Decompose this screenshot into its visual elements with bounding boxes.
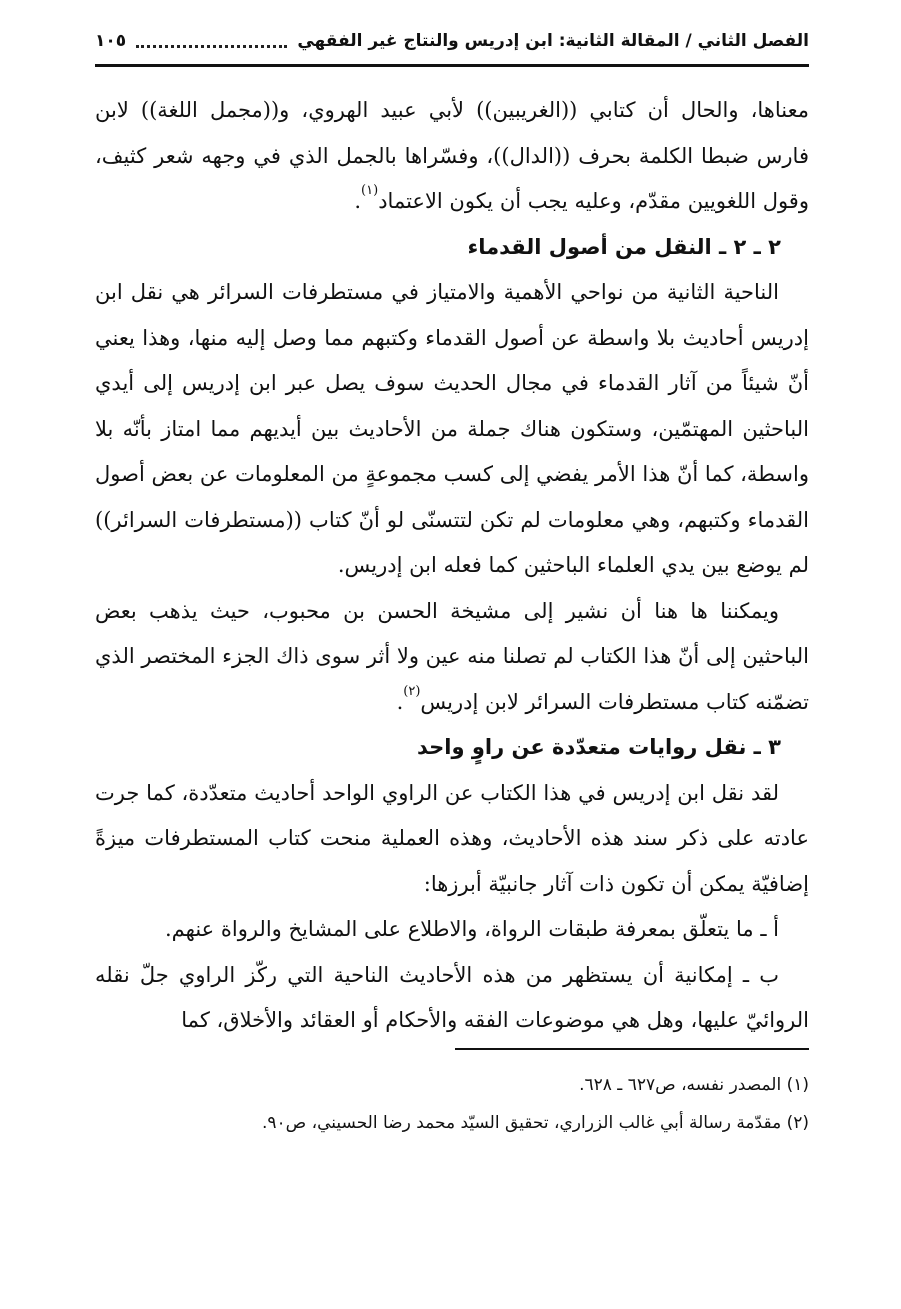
main-text xyxy=(95,88,809,1044)
section-heading: ٢ ـ ٢ ـ النقل من أصول القدماء xyxy=(467,234,781,259)
header-rule xyxy=(95,64,809,67)
footnotes xyxy=(95,1066,809,1142)
footnote: (١) المصدر نفسه، ص٦٢٧ ـ ٦٢٨. xyxy=(579,1075,809,1095)
footnote: (٢) مقدّمة رسالة أبي غالب الزراري، تحقيق السيّد محمد رضا الحسيني، ص٩٠. xyxy=(262,1113,809,1133)
header-title: الفصل الثاني / المقالة الثانية: ابن إدريس والنتاج غير الفقهي xyxy=(297,31,809,51)
paragraph: معناها، والحال أن كتابي ((الغريبين)) لأبي عبيد الهروي، و((مجمل اللغة)) لابن فارس ضبطا الكلمة بحرف ((الدال))، وفسّراها بالجمل الذي في وجهه شعر كثيف، وقول اللغويين مقدّم، وعليه يجب أن يكون الاعتماد$^{(١)}$. xyxy=(95,98,809,213)
list-item: أ ـ ما يتعلّق بمعرفة طبقات الرواة، والاطلاع على المشايخ والرواة عنهم. xyxy=(164,917,779,941)
page-number: ١٠٥ xyxy=(95,31,127,51)
list-item: ب ـ إمكانية أن يستظهر من هذه الأحاديث الناحية التي ركّز الراوي جلّ نقله الروائيّ عليها، وهل هي موضوعات الفقه والأحكام أو العقائد والأخلاق، كما xyxy=(95,962,809,1032)
paragraph: ويمكننا ها هنا أن نشير إلى مشيخة الحسن بن محبوب، حيث يذهب بعض الباحثين إلى أنّ هذا الكتاب لم تصلنا منه عين ولا أثر سوى ذاك الجزء المختصر الذي تضمّنه كتاب مستطرفات السرائر لابن إدريس$^{(٢)}$. xyxy=(95,598,809,714)
footnote-marker: (٢) xyxy=(403,683,421,699)
paragraph: لقد نقل ابن إدريس في هذا الكتاب عن الراوي الواحد أحاديث متعدّدة، كما جرت عادته على ذكر سند هذه الأحاديث، وهذه العملية منحت كتاب المستطرفات ميزةً إضافيّة يمكن أن تكون ذات آثار جانبيّة أبرزها: xyxy=(95,780,809,896)
footnote-marker: (١) xyxy=(361,183,379,198)
paragraph: الناحية الثانية من نواحي الأهمية والامتياز في مستطرفات السرائر هي نقل ابن إدريس أحاديث بلا واسطة عن أصول القدماء وكتبهم مما وصل إليه منها، وهذا يعني أنّ شيئاً من آثار القدماء في مجال الحديث سوف يصل عبر ابن إدريس إلى أيدي الباحثين المهتمّين، وستكون هناك جملة من الأحاديث بين أيديهم مما امتاز بأنّه بلا واسطة، كما أنّ هذا الأمر يفضي إلى كسب مجموعةٍ من المعلومات عن بعض أصول القدماء وكتبهم، وهي معلومات لم تكن لتتسنّى لو أنّ كتاب ((مستطرفات السرائر)) لم يوضع بين يدي العلماء الباحثين كما فعله ابن إدريس. xyxy=(95,280,809,577)
running-header xyxy=(95,26,809,56)
footnote-separator xyxy=(455,1048,809,1050)
section-heading: ٣ ـ نقل روايات متعدّدة عن راوٍ واحد xyxy=(417,735,781,759)
header-leader-dots xyxy=(136,35,287,48)
